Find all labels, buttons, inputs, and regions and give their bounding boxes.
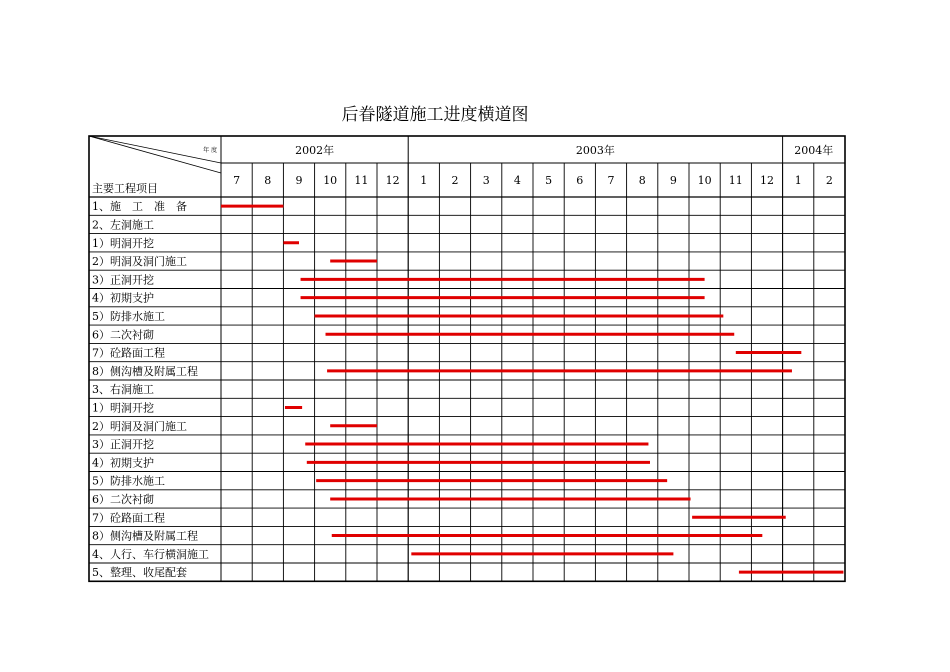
chart-title: 后眷隧道施工进度横道图 [341,105,529,125]
task-label: 6）二次衬砌 [92,492,154,506]
month-label: 3 [482,174,490,187]
task-label: 8）侧沟槽及附属工程 [92,529,198,543]
month-label: 10 [323,174,338,187]
corner-label-items: 主要工程项目 [92,182,158,195]
month-label: 2 [825,174,833,187]
month-label: 7 [233,174,241,187]
month-label: 8 [638,174,646,187]
month-label: 4 [513,174,521,187]
month-label: 8 [264,174,272,187]
task-label: 3）正洞开挖 [92,273,154,287]
month-label: 9 [669,174,677,187]
task-label: 7）砼路面工程 [92,511,165,525]
month-label: 6 [576,174,584,187]
table-frame [89,136,845,581]
month-label: 12 [760,174,774,187]
task-label: 2、左洞施工 [92,218,154,232]
month-label: 7 [607,174,615,187]
task-label: 5、整理、收尾配套 [92,566,187,580]
task-label: 1）明洞开挖 [92,236,154,250]
task-label: 2）明洞及洞门施工 [92,255,187,269]
task-label: 3、右洞施工 [92,383,154,397]
month-label: 2 [451,174,459,187]
task-label: 6）二次衬砌 [92,328,154,342]
month-label: 11 [354,174,369,187]
task-label: 4）初期支护 [92,291,154,305]
month-label: 10 [697,174,712,187]
task-label: 2）明洞及洞门施工 [92,419,187,433]
task-label: 3）正洞开挖 [92,438,154,452]
corner-diagonal [89,136,221,163]
corner-label-year: 年 度 [203,147,217,154]
month-label: 5 [545,174,553,187]
task-label: 5）防排水施工 [92,309,165,323]
task-label: 4、人行、车行横洞施工 [92,547,209,561]
task-label: 7）砼路面工程 [92,346,165,360]
task-label: 1）明洞开挖 [92,401,154,415]
year-label: 2003年 [575,144,615,157]
year-label: 2002年 [295,144,335,157]
task-label: 1、施 工 准 备 [92,200,187,214]
month-label: 9 [295,174,303,187]
task-label: 5）防排水施工 [92,474,165,488]
month-label: 11 [728,174,743,187]
corner-diagonal [89,136,221,173]
month-label: 12 [385,174,400,187]
month-label: 1 [420,174,428,187]
task-label: 4）初期支护 [92,456,154,470]
task-label: 8）侧沟槽及附属工程 [92,364,198,378]
month-label: 1 [794,174,802,187]
year-label: 2004年 [794,144,834,157]
